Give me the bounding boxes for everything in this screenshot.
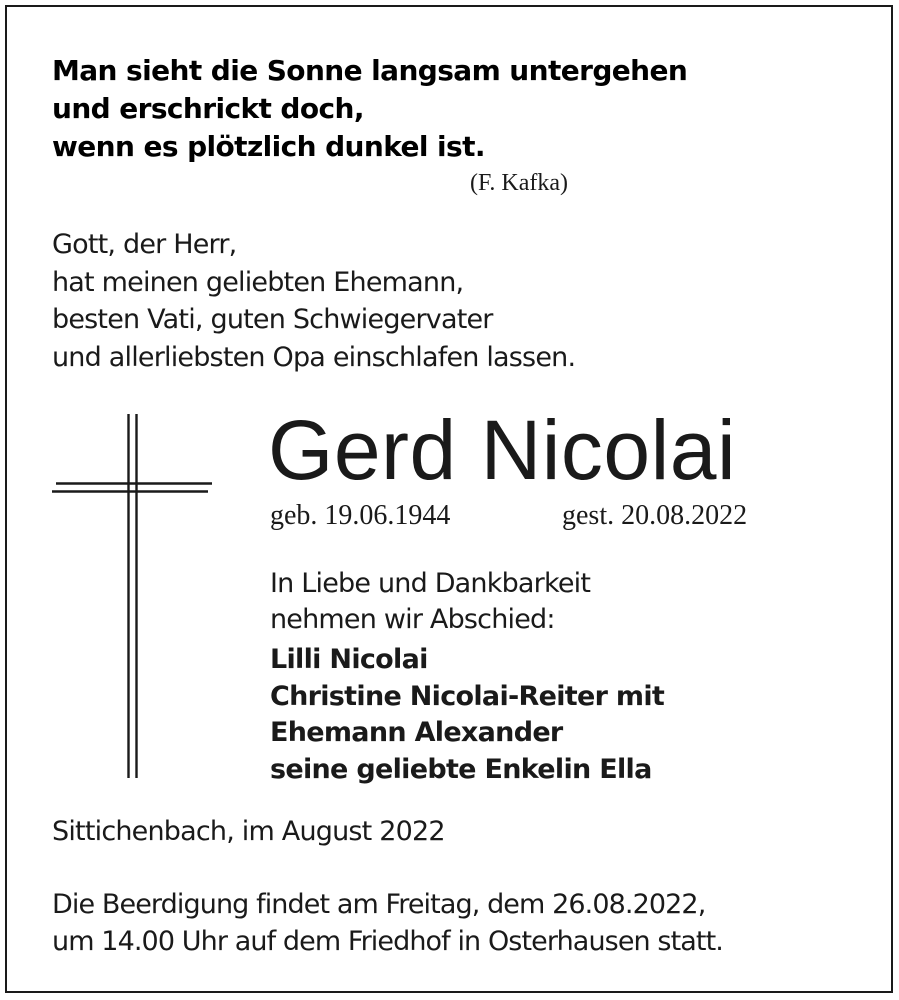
intro-line: hat meinen geliebten Ehemann,	[52, 266, 464, 298]
intro-line: Gott, der Herr,	[52, 229, 237, 260]
deceased-name: Gerd Nicolai	[268, 403, 737, 497]
thanks-line: nehmen wir Abschied:	[270, 604, 555, 635]
intro-text	[52, 226, 575, 376]
intro-line: besten Vati, guten Schwiegervater	[52, 304, 493, 335]
funeral-info	[52, 886, 723, 960]
cross-icon	[50, 414, 215, 780]
quote-line: wenn es plötzlich dunkel ist.	[52, 130, 485, 163]
mourners-list	[270, 642, 664, 788]
thanks-text	[270, 566, 590, 638]
thanks-line: In Liebe und Dankbarkeit	[270, 568, 591, 599]
funeral-line: um 14.00 Uhr auf dem Friedhof in Osterhausen statt.	[52, 926, 723, 957]
kafka-quote	[52, 52, 752, 166]
quote-line: und erschrickt doch,	[52, 92, 364, 125]
intro-line: und allerliebsten Opa einschlafen lassen.	[52, 341, 576, 373]
quote-line: Man sieht die Sonne langsam untergehen	[52, 54, 688, 87]
mourner-line: seine geliebte Enkelin Ella	[270, 753, 652, 785]
death-date: gest. 20.08.2022	[562, 500, 748, 531]
mourner-line: Ehemann Alexander	[270, 717, 563, 748]
mourner-line: Christine Nicolai-Reiter mit	[270, 680, 665, 712]
life-dates	[270, 500, 748, 532]
mourner-line: Lilli Nicolai	[270, 644, 428, 675]
birth-date: geb. 19.06.1944	[270, 500, 451, 531]
funeral-line: Die Beerdigung findet am Freitag, dem 26.08.2022,	[52, 889, 706, 920]
place-and-date: Sittichenbach, im August 2022	[52, 816, 445, 847]
quote-author: (F. Kafka)	[470, 170, 569, 196]
